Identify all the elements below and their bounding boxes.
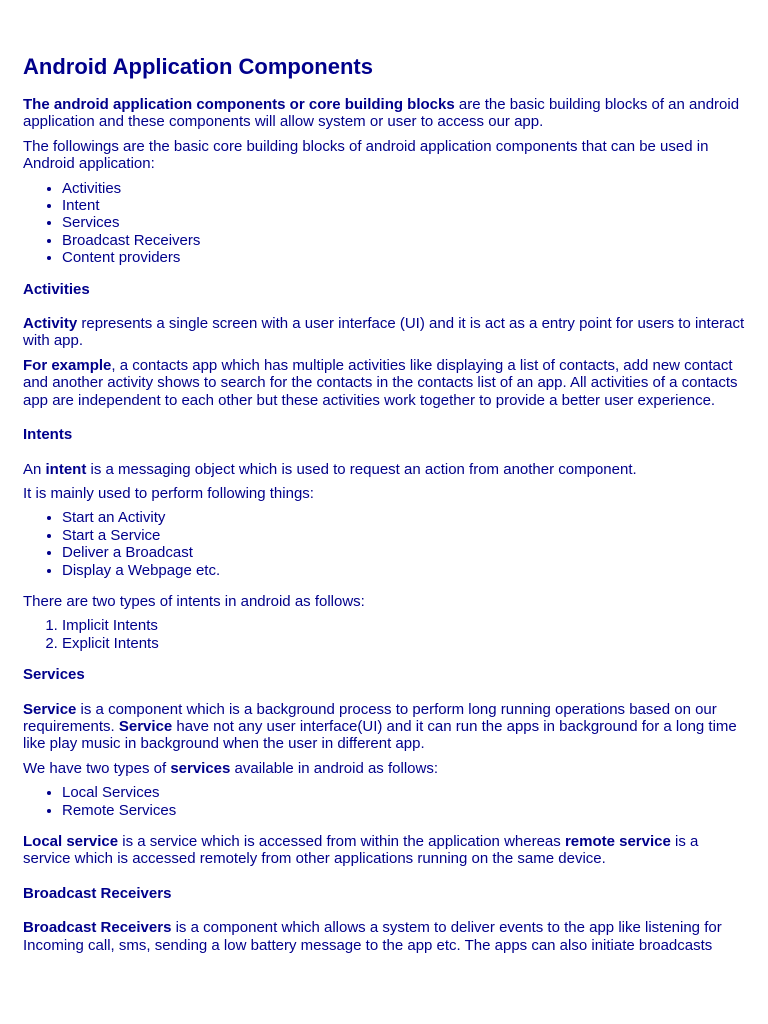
services-prefix: We have two types of — [23, 759, 171, 777]
list-item: • Activities — [62, 180, 745, 197]
service-term: Service — [118, 717, 173, 735]
list-item: • Start an Activity — [62, 509, 745, 526]
service-types-list — [23, 784, 745, 819]
intents-paragraph-3: There are two types of intents in android as follows: — [23, 592, 365, 610]
activities-paragraph-2 — [23, 357, 745, 409]
services-term: services — [170, 759, 231, 777]
intent-types-list — [23, 617, 745, 652]
broadcast-term: Broadcast Receivers — [23, 919, 172, 937]
local-service-text: is a service which is accessed from within the application whereas — [118, 833, 565, 850]
intro-paragraph-2: The followings are the basic core building blocks of android application components that can be used in Android application: — [23, 137, 709, 173]
services-paragraph-3 — [23, 833, 745, 868]
services-text: available in android as follows: — [230, 759, 438, 777]
list-item: • Remote Services — [62, 802, 745, 819]
service-term: Service — [23, 700, 77, 718]
services-paragraph-1 — [23, 701, 745, 753]
intent-text: is a messaging object which is used to request an action from another component. — [86, 460, 637, 478]
list-item: • Local Services — [62, 784, 745, 801]
activity-text: represents a single screen with a user interface (UI) and it is act as a entry point for users to interact with app. — [23, 315, 745, 350]
activity-term: Activity — [23, 315, 78, 333]
list-item: • Start a Service — [62, 527, 745, 544]
intents-paragraph-2: It is mainly used to perform following things: — [23, 484, 314, 502]
list-item: 1. Implicit Intents — [62, 617, 745, 634]
intro-paragraph-1 — [23, 96, 745, 131]
remote-service-text: is a service which is accessed remotely from other applications running on the same device. — [23, 833, 699, 868]
list-item: • Services — [62, 214, 745, 231]
intent-prefix: An — [23, 460, 46, 478]
service-text: have not any user interface(UI) and it can run the apps in background for a long time like play music in background when the user in different app. — [23, 717, 737, 753]
document-page — [23, 50, 745, 961]
activities-heading: Activities — [23, 280, 90, 298]
list-item: 2. Explicit Intents — [62, 635, 745, 652]
local-service-term: Local service — [23, 833, 119, 850]
list-item: • Intent — [62, 197, 745, 214]
broadcast-heading: Broadcast Receivers — [23, 884, 172, 902]
components-list — [23, 180, 745, 267]
intents-heading: Intents — [23, 426, 73, 444]
intents-paragraph-1 — [23, 461, 745, 478]
intent-uses-list — [23, 509, 745, 579]
list-item: • Display a Webpage etc. — [62, 562, 745, 579]
activities-paragraph-1 — [23, 315, 745, 350]
services-paragraph-2 — [23, 760, 745, 777]
broadcast-text: is a component which allows a system to deliver events to the app like listening for Incoming call, sms, sending a low battery message to the app etc. The apps can also initiate broadcasts — [23, 919, 722, 954]
broadcast-paragraph-1 — [23, 919, 745, 954]
page-title: Android Application Components — [23, 54, 373, 79]
list-item: • Content providers — [62, 249, 745, 266]
services-heading: Services — [23, 666, 85, 684]
example-text: , a contacts app which has multiple activities like displaying a list of contacts, add new contact and another activity shows to search for the contacts in the contacts list of an app. All activities of a contacts app are independent to each other but these activities work together to provide a better user experience. — [23, 356, 738, 409]
service-text: is a component which is a background process to perform long running operations based on our requirements. — [23, 700, 717, 735]
list-item: • Deliver a Broadcast — [62, 544, 745, 561]
list-item: • Broadcast Receivers — [62, 232, 745, 249]
remote-service-term: remote service — [564, 833, 671, 850]
intro-text: are the basic building blocks of an android application and these components will allow system or user to access our app. — [23, 96, 740, 131]
intent-term: intent — [45, 460, 87, 478]
intro-bold-phrase: The android application components or core building blocks — [23, 96, 455, 113]
example-term: For example — [23, 356, 112, 374]
